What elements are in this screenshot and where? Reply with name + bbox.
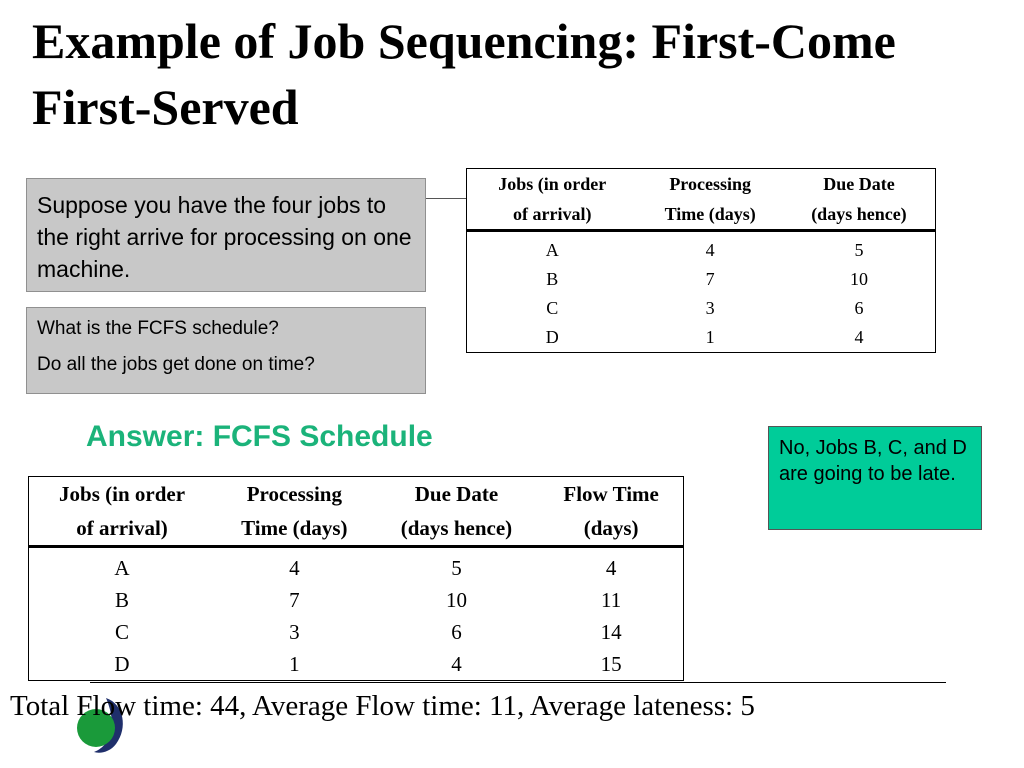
cell-flow-time: 4 bbox=[605, 556, 617, 580]
cell-processing: 1 bbox=[705, 327, 715, 347]
header-jobs: Jobs (in order bbox=[59, 482, 186, 506]
cell-processing: 7 bbox=[705, 269, 715, 289]
question-schedule: What is the FCFS schedule? bbox=[37, 318, 279, 339]
table-row bbox=[29, 584, 684, 616]
cell-job: B bbox=[546, 269, 559, 289]
cell-job: B bbox=[115, 588, 130, 612]
header-due-date: Due Date bbox=[823, 174, 895, 194]
header-processing-sub: Time (days) bbox=[215, 511, 374, 547]
cell-processing: 1 bbox=[289, 652, 300, 676]
cell-processing: 3 bbox=[705, 298, 715, 318]
header-jobs-sub: of arrival) bbox=[29, 511, 216, 547]
cell-due-date: 10 bbox=[445, 588, 467, 612]
table-row bbox=[467, 323, 936, 353]
header-processing-sub: Time (days) bbox=[637, 199, 782, 231]
cell-job: C bbox=[546, 298, 559, 318]
table-row bbox=[29, 547, 684, 585]
cell-processing: 4 bbox=[705, 240, 715, 260]
header-jobs-sub: of arrival) bbox=[467, 199, 638, 231]
table-row bbox=[467, 231, 936, 266]
cell-due-date: 10 bbox=[849, 269, 868, 289]
footer-divider bbox=[90, 682, 946, 683]
cell-job: A bbox=[114, 556, 130, 580]
table-row bbox=[467, 265, 936, 294]
table-row bbox=[29, 616, 684, 648]
table-row bbox=[29, 648, 684, 681]
header-due-date-sub: (days hence) bbox=[783, 199, 936, 231]
intro-textbox: Suppose you have the four jobs to the right arrive for processing on one machine. bbox=[26, 178, 426, 292]
answer-heading: Answer: FCFS Schedule bbox=[86, 420, 433, 453]
cell-due-date: 4 bbox=[854, 327, 864, 347]
cell-job: D bbox=[114, 652, 130, 676]
header-processing: Processing bbox=[246, 482, 342, 506]
late-jobs-note: No, Jobs B, C, and D are going to be late. bbox=[768, 426, 982, 530]
cell-due-date: 4 bbox=[451, 652, 462, 676]
cell-flow-time: 11 bbox=[601, 588, 622, 612]
header-due-date: Due Date bbox=[414, 482, 499, 506]
header-jobs: Jobs (in order bbox=[498, 174, 607, 194]
cell-job: D bbox=[545, 327, 559, 347]
header-due-date-sub: (days hence) bbox=[374, 511, 540, 547]
cell-due-date: 6 bbox=[451, 620, 462, 644]
header-flow-time: Flow Time bbox=[563, 482, 659, 506]
cell-due-date: 5 bbox=[854, 240, 864, 260]
cell-processing: 4 bbox=[289, 556, 300, 580]
questions-textbox bbox=[26, 307, 426, 394]
cell-job: C bbox=[115, 620, 130, 644]
fcfs-schedule-table bbox=[28, 476, 684, 681]
summary-text: Total Flow time: 44, Average Flow time: 11, Average lateness: 5 bbox=[10, 690, 755, 722]
cell-flow-time: 14 bbox=[600, 620, 622, 644]
cell-processing: 3 bbox=[289, 620, 300, 644]
question-on-time: Do all the jobs get done on time? bbox=[37, 354, 315, 375]
header-flow-time-sub: (days) bbox=[539, 511, 683, 547]
jobs-table bbox=[466, 168, 936, 353]
header-processing: Processing bbox=[669, 174, 751, 194]
cell-job: A bbox=[545, 240, 559, 260]
cell-flow-time: 15 bbox=[600, 652, 622, 676]
cell-due-date: 6 bbox=[854, 298, 864, 318]
connector-line bbox=[426, 198, 466, 199]
cell-due-date: 5 bbox=[451, 556, 462, 580]
slide-title: Example of Job Sequencing: First-Come First-Served bbox=[32, 13, 896, 135]
cell-processing: 7 bbox=[289, 588, 300, 612]
table-row bbox=[467, 294, 936, 323]
